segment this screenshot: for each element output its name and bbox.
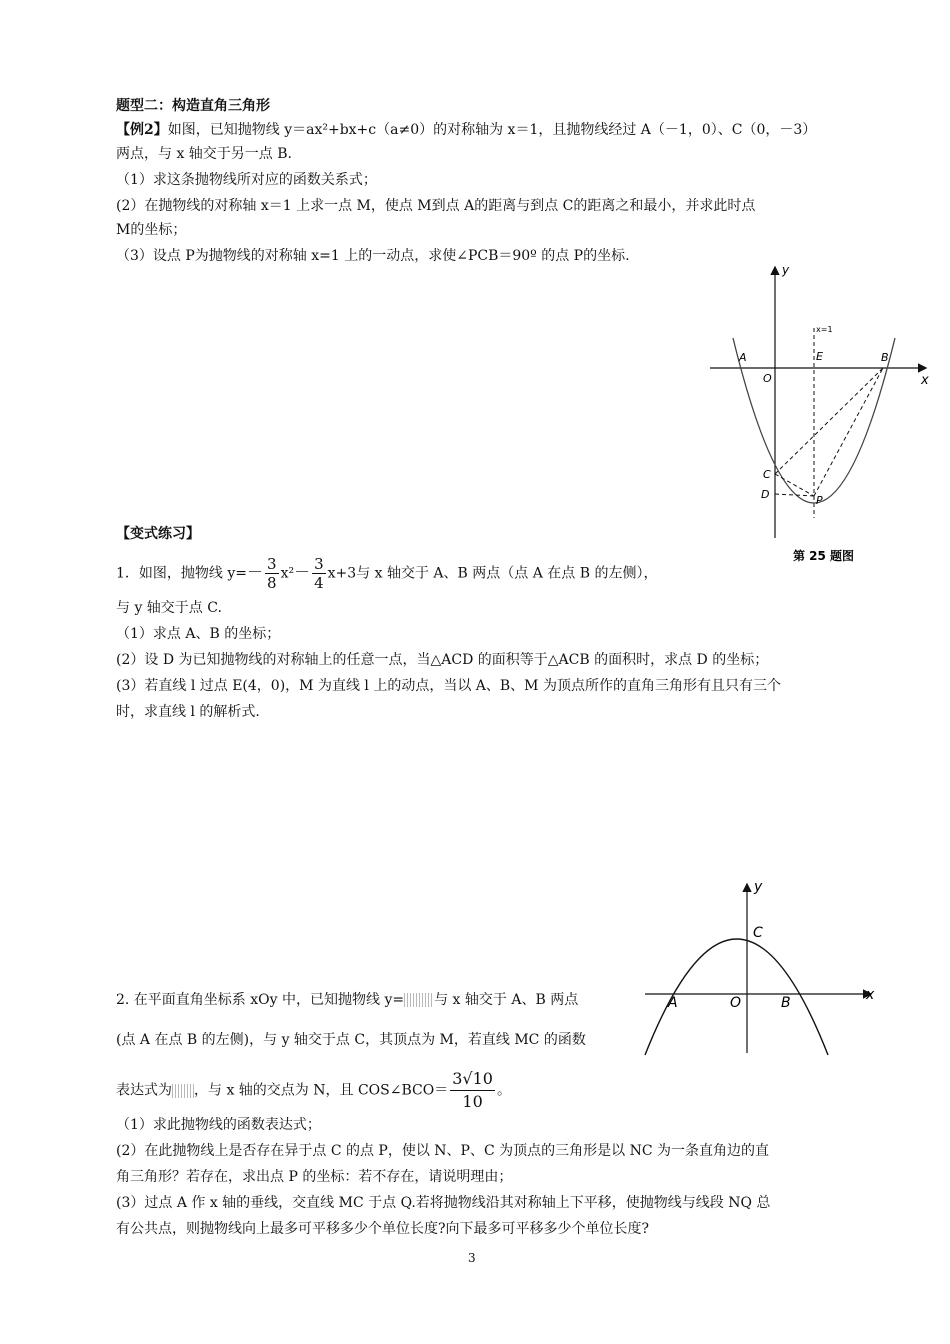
figure1-parabola-diagram [705,258,945,568]
p1-question-3b: 时，求直线 l 的解析式. [116,704,260,720]
p1-question-1: （1）求点 A、B 的坐标； [116,626,281,642]
practice-heading: 【变式练习】 [116,526,200,542]
figure1-label-d: D [761,488,770,501]
p2-l3c: 。 [496,1082,511,1099]
p1-question-3a: (3）若直线 l 过点 E(4，0)，M 为直线 l 上的动点，当以 A、B、M 为顶点所作的直角三角形有且只有三个 [116,678,781,694]
figure2-label-y: y [754,879,763,895]
figure1-label-c: C [763,468,771,481]
p2-cos-fraction [450,1068,495,1113]
figure1-label-a: A [739,351,747,364]
p2-question-2a: (2）在此抛物线上是否存在异于点 C 的点 P，使以 N、P、C 为顶点的三角形是以 NC 为一条直角边的直 [116,1143,769,1159]
figure2-label-x: x [866,987,875,1003]
p1-fraction-1 [265,555,279,592]
p2-cos-fraction-den: 10 [462,1092,483,1111]
figure1-label-p: P [816,494,823,507]
example2-question-1: （1）求这条抛物线所对应的函数关系式； [116,172,377,188]
page-number: 3 [468,1251,476,1265]
p2-cos-fraction-num: 3√10 [450,1068,495,1091]
p1-mid1: x² [280,565,295,582]
p1-fraction-1-num: 3 [267,555,277,573]
p2-question-1: （1）求此抛物线的函数表达式； [116,1117,321,1133]
p2-l1b: 与 x 轴交于 A、B 两点 [434,992,579,1008]
figure1-label-y: y [782,263,790,277]
p1-post: 与 x 轴交于 A、B 两点（点 A 在点 B 的左侧）， [356,565,658,582]
figure2-label-b: B [781,995,791,1011]
figure1-segment-cb [775,368,883,474]
figure1-label-origin: O [763,372,772,385]
p2-statement-line1 [116,990,578,1010]
p1-statement-line1: 1．如图，抛物线 y=－ $\frac{3}{8}$ x²－ $\frac{3}{4}$ x+3与 x 轴交于 A、B 两点（点 A 在点 B 的左侧）， [116,555,658,592]
figure1-label-e: E [816,350,823,363]
p2-question-3b: 有公共点，则抛物线向上最多可平移多少个单位长度?向下最多可平移多少个单位长度? [116,1221,650,1237]
figure1-segment-dp [775,494,814,496]
p2-statement-line3 [116,1068,511,1113]
figure1-segment-pb [814,368,883,496]
figure2-parabola-diagram [640,875,880,1060]
p1-statement-line2: 与 y 轴交于点 C. [116,600,222,616]
p2-l3a: 表达式为 [116,1082,172,1099]
p1-fraction-1-den: 8 [267,574,277,592]
figure1-label-x: x [921,373,929,388]
p1-fraction-2 [312,555,326,592]
p1-fraction-2-num: 3 [314,555,324,573]
p2-l1a: 2. 在平面直角坐标系 xOy 中，已知抛物线 y= [116,992,405,1008]
figure1-caption: 第 25 题图 [793,549,855,563]
section-title: 题型二：构造直角三角形 [116,98,270,114]
example2-text: 如图，已知抛物线 y＝ax²+bx+c（a≠0）的对称轴为 x＝1，且抛物线经过 A（－1，0）、C（0，－3） [167,122,817,138]
p1-fraction-2-den: 4 [314,574,324,592]
example2-statement-line2: 两点，与 x 轴交于另一点 B. [116,146,292,162]
p2-l3b: ，与 x 轴的交点为 N，且 COS∠BCO＝ [194,1082,449,1099]
example2-tag: 【例2】 [116,122,168,138]
p2-garbled-line-expression [172,1084,194,1098]
p1-question-2: (2）设 D 为已知抛物线的对称轴上的任意一点，当△ACD 的面积等于△ACB 的面积时，求点 D 的坐标； [116,652,769,668]
p1-pre: 1．如图，抛物线 y= [116,565,247,582]
example2-question-2a: (2）在抛物线的对称轴 x＝1 上求一点 M，使点 M到点 A的距离与到点 C的距离之和最小，并求此时点 [116,198,756,214]
p2-garbled-equation [404,993,434,1007]
p2-question-2b: 角三角形？若存在，求出点 P 的坐标：若不存在，请说明理由； [116,1169,513,1185]
figure1-label-b: B [881,351,889,364]
example2-statement-line1 [116,120,816,140]
example2-question-3: （3）设点 P为抛物线的对称轴 x=1 上的一动点，求使∠PCB＝90º 的点 P的坐标. [116,248,630,264]
figure2-label-c: C [753,925,763,941]
p2-question-3a: (3）过点 A 作 x 轴的垂线，交直线 MC 于点 Q.若将抛物线沿其对称轴上下平移，使抛物线与线段 NQ 总 [116,1195,771,1211]
p2-statement-line2: (点 A 在点 B 的左侧)，与 y 轴交于点 C，其顶点为 M，若直线 MC 的函数 [116,1032,586,1048]
figure2-label-a: A [668,995,678,1011]
example2-question-2b: M的坐标； [116,222,187,238]
figure2-label-origin: O [730,995,742,1011]
p1-mid2: x+3 [327,565,357,582]
figure1-label-axis: x=1 [816,325,833,334]
